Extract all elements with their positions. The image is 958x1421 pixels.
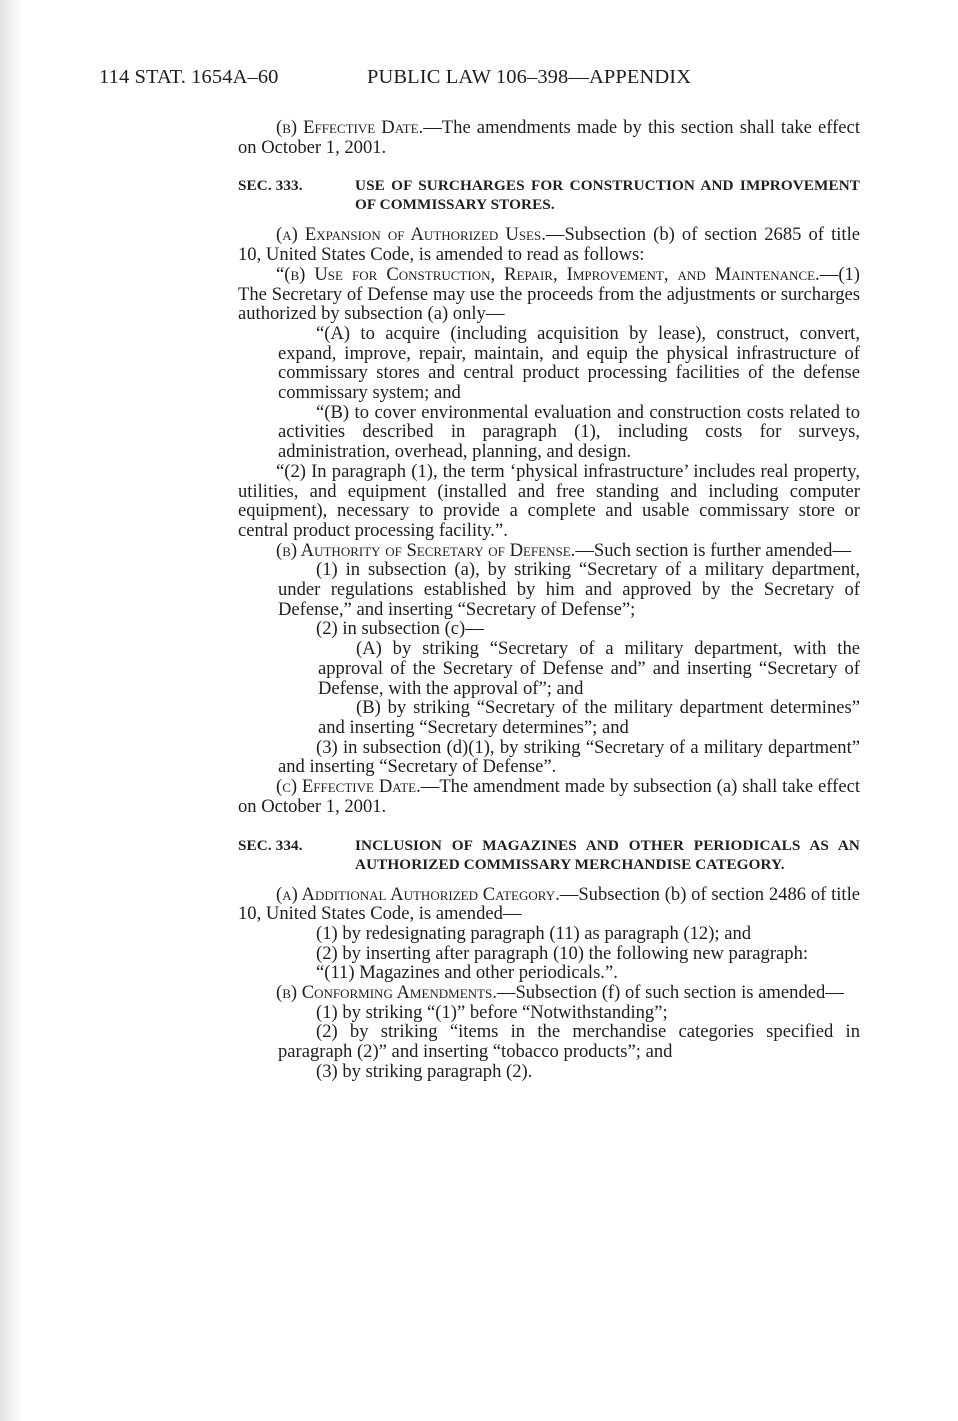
sec334-b-item-2: (2) by striking “items in the merchandise categories specified in paragraph (2)” and inserting “tobacco products”; and: [278, 1021, 860, 1063]
sec333-b-item-2B: (B) by striking “Secretary of the military department determines” and inserting “Secretary determines”; and: [318, 697, 860, 738]
sec334-b-item-3: (3) by striking paragraph (2).: [316, 1060, 533, 1082]
sec334-heading: [238, 836, 860, 874]
sec333-clause-A: “(A) to acquire (including acquisition by lease), construct, convert, expand, improve, repair, maintain, and equip the physical infrastructure of commissary stores and central product processing facilities of the defense commissary system; and: [278, 322, 860, 404]
scan-edge-shadow: [0, 0, 22, 1421]
sec332-effective-date: (b) Effective Date.—The amendments made by this section shall take effect on October 1, 2001.: [238, 117, 860, 158]
sec333-clause-B: “(B) to cover environmental evaluation and construction costs related to activities described in paragraph (1), including costs for surveys, administration, overhead, planning, and design.: [278, 401, 860, 463]
sec334-subsection-a: (a) Additional Authorized Category.—Subsection (b) of section 2486 of title 10, United States Code, is amended—: [238, 883, 861, 925]
sec334-a-quote: “(11) Magazines and other periodicals.”.: [316, 962, 618, 984]
running-header: [99, 66, 859, 89]
sec333-subsection-c: (c) Effective Date.—The amendment made by subsection (a) shall take effect on October 1, 2001.: [238, 776, 860, 817]
sec333-paragraph-2: “(2) In paragraph (1), the term ‘physical infrastructure’ includes real property, utilities, and equipment (installed and free standing and including computer equipment), necessary to provide a complete and usable commissary store or central product processing facility.”.: [238, 460, 860, 541]
sec333-b-item-1: (1) in subsection (a), by striking “Secretary of a military department, under regulations established by him and approved by the Secretary of Defense,” and inserting “Secretary of Defense”;: [278, 559, 860, 620]
statute-body: [238, 118, 860, 1082]
section-title: INCLUSION OF MAGAZINES AND OTHER PERIODICALS AS AN AUTHORIZED COMMISSARY MERCHANDISE CATEGORY.: [355, 836, 860, 873]
sec333-b-item-2: (2) in subsection (c)—: [316, 618, 484, 640]
sec334-subsection-b: (b) Conforming Amendments.—Subsection (f) of such section is amended—: [276, 982, 844, 1004]
sec333-b-item-3: (3) in subsection (d)(1), by striking “Secretary of a military department” and inserting “Secretary of Defense”.: [278, 736, 860, 778]
section-number: SEC. 333.: [238, 177, 303, 195]
sec333-b-item-2A: (A) by striking “Secretary of a military department, with the approval of the Secretary of Defense and” and inserting “Secretary of Defense, with the approval of”; and: [318, 638, 860, 699]
section-number: SEC. 334.: [238, 836, 303, 854]
section-title: USE OF SURCHARGES FOR CONSTRUCTION AND IMPROVEMENT OF COMMISSARY STORES.: [355, 177, 860, 214]
sec334-b-item-1: (1) by striking “(1)” before “Notwithstanding”;: [316, 1001, 668, 1023]
sec334-a-item-2: (2) by inserting after paragraph (10) the following new paragraph:: [316, 942, 809, 964]
law-reference: PUBLIC LAW 106–398—APPENDIX: [367, 66, 692, 88]
page-reference: 114 STAT. 1654A–60: [99, 66, 279, 88]
sec334-a-item-1: (1) by redesignating paragraph (11) as paragraph (12); and: [316, 922, 752, 944]
sec333-heading: [238, 176, 860, 214]
sec333-subsection-b: (b) Authority of Secretary of Defense.—Such section is further amended—: [276, 539, 852, 561]
sec333-subsection-a: (a) Expansion of Authorized Uses.—Subsection (b) of section 2685 of title 10, United States Code, is amended to read as follows:: [238, 224, 860, 266]
sec333-quoted-subsection-b: “(b) Use for Construction, Repair, Improvement, and Maintenance.—(1) The Secretary of Defense may use the proceeds from the adjustments or surcharges authorized by subsection (a) only—: [238, 263, 860, 325]
